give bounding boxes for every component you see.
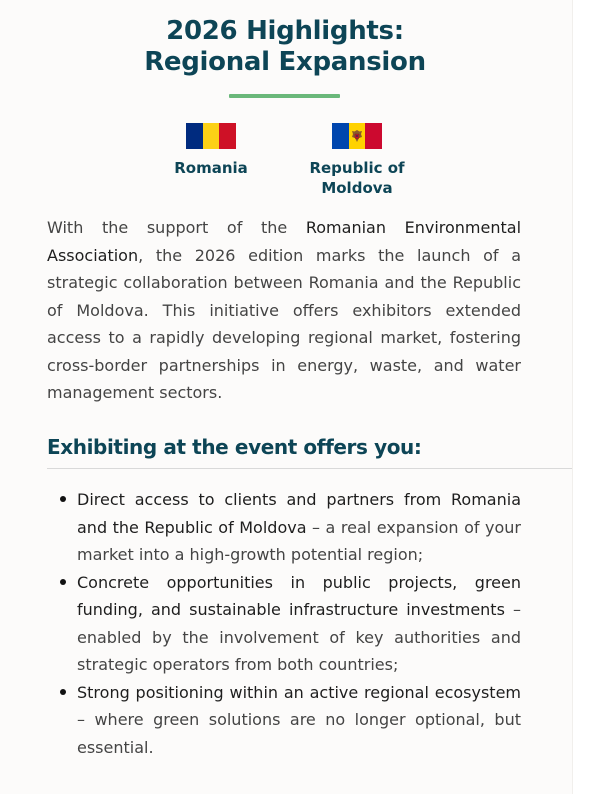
page-title-line-1: 2026 Highlights:	[166, 16, 404, 46]
title-accent-divider	[229, 94, 340, 98]
page-title-line-2: Regional Expansion	[144, 47, 426, 77]
bullet-icon	[60, 579, 66, 585]
flag-stripe	[332, 123, 349, 149]
benefit-detail: – where green solutions are no longer optional, but essential.	[77, 710, 521, 757]
intro-prefix: With the support of the	[47, 218, 306, 237]
country-label-moldova-line-1: Republic of	[309, 159, 405, 177]
flag-stripe	[219, 123, 236, 149]
intro-organization-name: Romanian Environmental Association	[47, 218, 522, 265]
moldova-coat-of-arms-icon	[351, 129, 363, 143]
benefit-lead: Concrete opportunities in public projects, green funding, and sustainable infrastructure investments	[77, 572, 521, 619]
bullet-icon	[60, 689, 66, 695]
benefits-heading: Exhibiting at the event offers you:	[47, 435, 422, 459]
bullet-icon	[60, 496, 66, 502]
benefit-item	[47, 486, 521, 569]
moldova-flag-icon	[332, 123, 382, 149]
intro-paragraph	[47, 214, 521, 407]
romania-flag-icon	[186, 123, 236, 149]
flag-stripe	[186, 123, 203, 149]
benefit-item	[47, 569, 521, 679]
benefit-detail: – a real expansion of your market into a high-growth potential region;	[77, 517, 522, 564]
country-label-romania: Romania	[174, 159, 248, 177]
benefit-lead: Direct access to clients and partners from Romania and the Republic of Moldova	[77, 490, 521, 537]
intro-body: , the 2026 edition marks the launch of a strategic collaboration between Romania and the Republic of Moldova. This initiative offers exhibitors extended access to a rapidly developing regional market, fostering cross-border partnerships in energy, waste, and water management sectors.	[47, 245, 521, 402]
page-edge-margin	[572, 0, 601, 794]
country-label-moldova-line-2: Moldova	[321, 179, 393, 197]
benefit-lead: Strong positioning within an active regional ecosystem	[77, 682, 521, 702]
country-label-moldova	[292, 158, 422, 198]
benefits-divider	[47, 468, 572, 469]
flag-stripe	[203, 123, 220, 149]
page-title	[0, 16, 570, 78]
benefits-list	[47, 486, 521, 761]
benefit-detail: – enabled by the involvement of key authorities and strategic operators from both countries;	[77, 600, 521, 674]
benefit-item	[47, 679, 521, 762]
flag-stripe	[365, 123, 382, 149]
